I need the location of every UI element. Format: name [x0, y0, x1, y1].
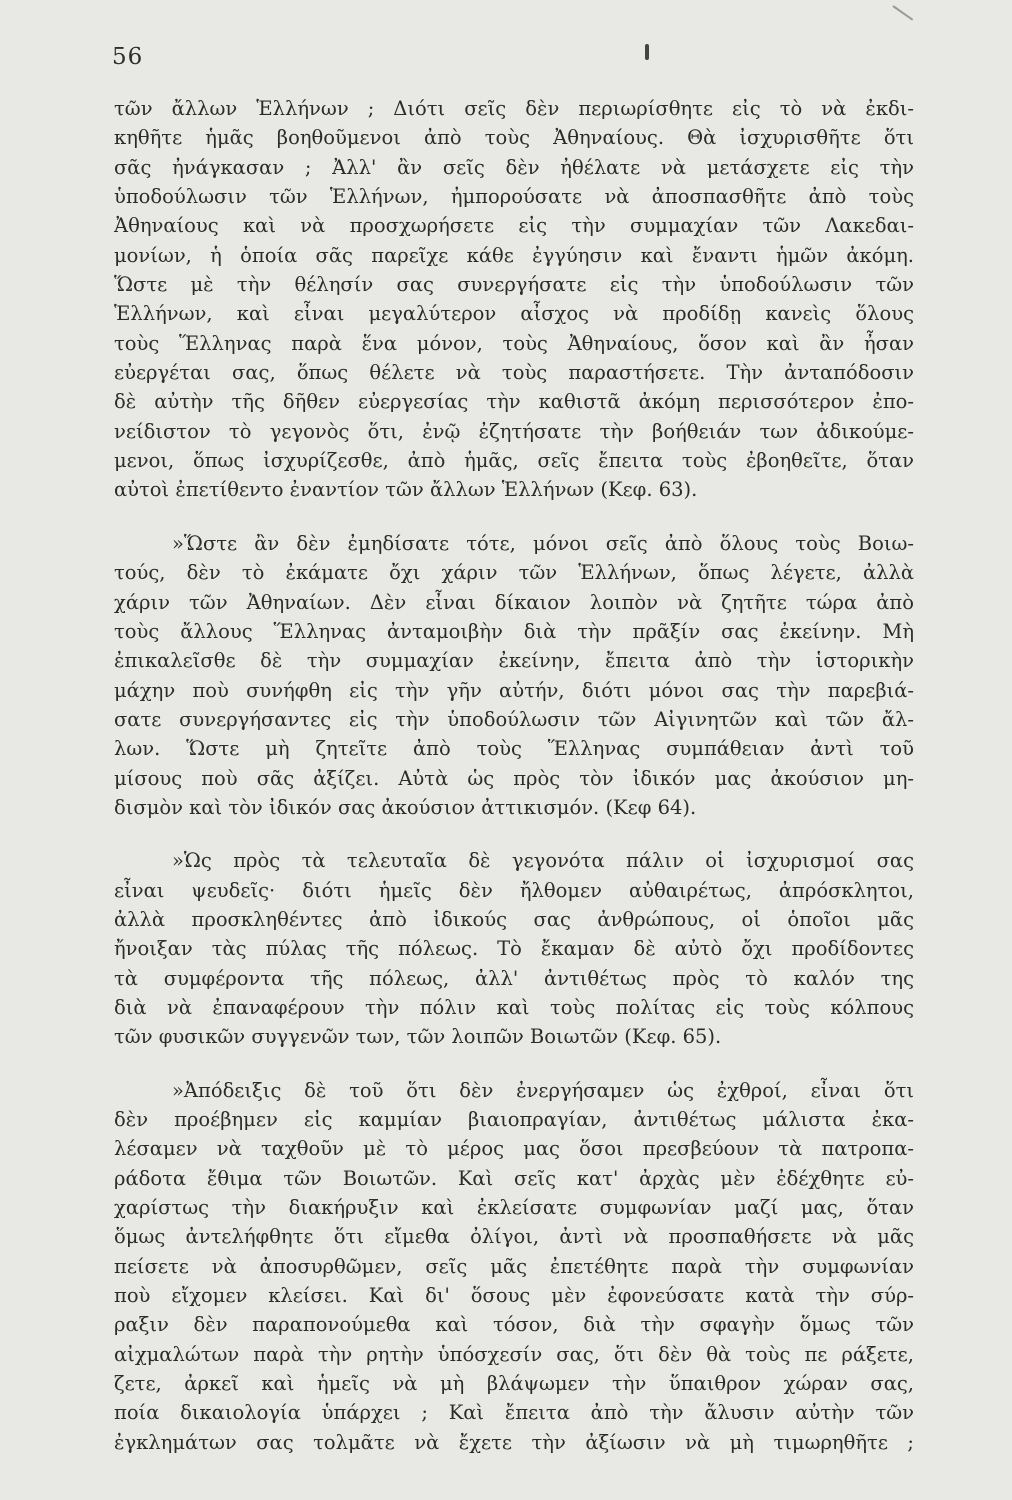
- text-line: »Ἀπόδειξις δὲ τοῦ ὅτι δὲν ἐνεργήσαμεν ὡς ἐχθροί, εἶναι ὅτι: [172, 1078, 914, 1102]
- text-line: ἤνοιξαν τὰς πύλας τῆς πόλεως. Τὸ ἔκαμαν δὲ αὐτὸ ὄχι προδίδοντες: [114, 937, 914, 961]
- text-line: ὑποδούλωσιν τῶν Ἑλλήνων, ἠμπορούσατε νὰ ἀποσπασθῆτε ἀπὸ τοὺς: [114, 185, 914, 209]
- text-line: »Ὥστε ἂν δὲν ἐμηδίσατε τότε, μόνοι σεῖς ἀπὸ ὅλους τοὺς Βοιω-: [172, 531, 914, 555]
- text-line: Ἀθηναίους καὶ νὰ προσχωρήσετε εἰς τὴν συμμαχίαν τῶν Λακεδαι-: [114, 214, 914, 238]
- text-line: σατε συνεργήσαντες εἰς τὴν ὑποδούλωσιν τῶν Αἰγινητῶν καὶ τῶν ἄλ-: [114, 707, 914, 731]
- text-line: τῶν ἄλλων Ἑλλήνων ; Διότι σεῖς δὲν περιωρίσθητε εἰς τὸ νὰ ἐκδι-: [114, 97, 914, 120]
- text-line: Ὥστε μὲ τὴν θέλησίν σας συνεργήσατε εἰς τὴν ὑποδούλωσιν τῶν: [114, 273, 914, 297]
- ink-mark: [645, 44, 649, 60]
- text-line: χάριν τῶν Ἀθηναίων. Δὲν εἶναι δίκαιον λοιπὸν νὰ ζητῆτε τώρα ἀπὸ: [114, 590, 914, 614]
- text-line: μενοι, ὅπως ἰσχυρίζεσθε, ἀπὸ ἡμᾶς, σεῖς ἔπειτα τοὺς ἐβοηθεῖτε, ὅταν: [114, 449, 914, 473]
- text-line: νείδιστον τὸ γεγονὸς ὅτι, ἐνῷ ἐζητήσατε τὴν βοήθειάν των ἀδικούμε-: [114, 419, 914, 443]
- text-line: τούς, δὲν τὸ ἐκάματε ὄχι χάριν τῶν Ἑλλήνων, ὅπως λέγετε, ἀλλὰ: [114, 561, 914, 585]
- text-line: δὲν προέβημεν εἰς καμμίαν βιαιοπραγίαν, ἀντιθέτως μάλιστα ἐκα-: [114, 1108, 914, 1131]
- text-line: τὰ συμφέροντα τῆς πόλεως, ἀλλ' ἀντιθέτως πρὸς τὸ καλόν της: [114, 966, 914, 990]
- scan-corner-mark: [892, 5, 913, 20]
- paragraph-1: [114, 94, 914, 505]
- text-line: »Ὡς πρὸς τὰ τελευταῖα δὲ γεγονότα πάλιν οἱ ἰσχυρισμοί σας: [172, 849, 914, 873]
- text-line: δὲ αὐτὴν τῆς δῆθεν εὐεργεσίας τὴν καθιστᾶ ἀκόμη περισσότερον ἐπο-: [114, 390, 914, 414]
- text-line: Ἑλλήνων, καὶ εἶναι μεγαλύτερον αἶσχος νὰ προδίδῃ κανεὶς ὅλους: [114, 302, 914, 326]
- text-line: ἐπικαλεῖσθε δὲ τὴν συμμαχίαν ἐκείνην, ἔπειτα ἀπὸ τὴν ἱστορικὴν: [114, 649, 914, 673]
- text-line: λων. Ὥστε μὴ ζητεῖτε ἀπὸ τοὺς Ἕλληνας συμπάθειαν ἀντὶ τοῦ: [114, 737, 914, 761]
- text-line: σᾶς ἠνάγκασαν ; Ἀλλ' ἂν σεῖς δὲν ἠθέλατε νὰ μετάσχετε εἰς τὴν: [114, 155, 914, 179]
- text-line: μάχην ποὺ συνήφθη εἰς τὴν γῆν αὐτήν, διότι μόνοι σας τὴν παρεβιά-: [114, 678, 914, 702]
- text-line: μίσους ποὺ σᾶς ἀξίζει. Αὐτὰ ὡς πρὸς τὸν ἰδικόν μας ἀκούσιον μη-: [114, 766, 914, 790]
- text-line: χαρίστως τὴν διακήρυξιν καὶ ἐκλείσατε συμφωνίαν μαζί μας, ὅταν: [114, 1196, 914, 1220]
- page-number: 56: [112, 44, 144, 70]
- text-line: διὰ νὰ ἐπαναφέρουν τὴν πόλιν καὶ τοὺς πολίτας εἰς τοὺς κόλπους: [114, 995, 914, 1019]
- text-line: εἶναι ψευδεῖς· διότι ἡμεῖς δὲν ἤλθομεν αὐθαιρέτως, ἀπρόσκλητοι,: [114, 878, 914, 902]
- paragraph-3: [114, 846, 914, 1051]
- text-line: αἰχμαλώτων παρὰ τὴν ρητὴν ὑπόσχεσίν σας, ὅτι δὲν θὰ τοὺς πε ράξετε,: [114, 1342, 914, 1366]
- text-line: ἀλλὰ προσκληθέντες ἀπὸ ἰδικούς σας ἀνθρώπους, οἱ ὁποῖοι μᾶς: [114, 907, 914, 931]
- text-line: ραξιν δὲν παραπονούμεθα καὶ τόσον, διὰ τὴν σφαγὴν ὅμως τῶν: [114, 1313, 914, 1337]
- paragraph-2: [114, 529, 914, 822]
- text-line: πείσετε νὰ ἀποσυρθῶμεν, σεῖς μᾶς ἐπετέθητε παρὰ τὴν συμφωνίαν: [114, 1254, 914, 1278]
- body-text: [114, 94, 914, 1457]
- text-line: τῶν φυσικῶν συγγενῶν των, τῶν λοιπῶν Βοιωτῶν (Κεφ. 65).: [114, 1025, 722, 1049]
- text-line: δισμὸν καὶ τὸν ἰδικόν σας ἀκούσιον ἀττικισμόν. (Κεφ 64).: [114, 795, 697, 819]
- text-line: αὐτοὶ ἐπετίθεντο ἐναντίον τῶν ἄλλων Ἑλλήνων (Κεφ. 63).: [114, 478, 698, 502]
- text-line: ζετε, ἀρκεῖ καὶ ἡμεῖς νὰ μὴ βλάψωμεν τὴν ὕπαιθρον χώραν σας,: [114, 1372, 914, 1396]
- text-line: τοὺς Ἕλληνας παρὰ ἕνα μόνον, τοὺς Ἀθηναίους, ὅσον καὶ ἂν ἦσαν: [114, 331, 914, 355]
- text-line: ἐγκλημάτων σας τολμᾶτε νὰ ἔχετε τὴν ἀξίωσιν νὰ μὴ τιμωρηθῆτε ;: [114, 1430, 914, 1454]
- text-line: μονίων, ἡ ὁποία σᾶς παρεῖχε κάθε ἐγγύησιν καὶ ἔναντι ἡμῶν ἀκόμη.: [114, 243, 914, 267]
- paragraph-4: [114, 1076, 914, 1457]
- text-line: ποία δικαιολογία ὑπάρχει ; Καὶ ἔπειτα ἀπὸ τὴν ἄλυσιν αὐτὴν τῶν: [114, 1401, 914, 1425]
- text-line: λέσαμεν νὰ ταχθοῦν μὲ τὸ μέρος μας ὅσοι πρεσβεύουν τὰ πατροπα-: [114, 1137, 914, 1161]
- text-line: ὅμως ἀντελήφθητε ὅτι εἴμεθα ὀλίγοι, ἀντὶ νὰ προσπαθήσετε νὰ μᾶς: [114, 1225, 914, 1249]
- text-line: ποὺ εἴχομεν κλείσει. Καὶ δι' ὅσους μὲν ἐφονεύσατε κατὰ τὴν σύρ-: [114, 1284, 914, 1308]
- text-line: τοὺς ἄλλους Ἕλληνας ἀνταμοιβὴν διὰ τὴν πρᾶξίν σας ἐκείνην. Μὴ: [114, 619, 914, 643]
- text-line: εὐεργέται σας, ὅπως θέλετε νὰ τοὺς παραστήσετε. Τὴν ἀνταπόδοσιν: [114, 361, 914, 385]
- text-line: κηθῆτε ἡμᾶς βοηθοῦμενοι ἀπὸ τοὺς Ἀθηναίους. Θὰ ἰσχυρισθῆτε ὅτι: [114, 126, 914, 150]
- text-line: ράδοτα ἔθιμα τῶν Βοιωτῶν. Καὶ σεῖς κατ' ἀρχὰς μὲν ἐδέχθητε εὐ-: [114, 1166, 914, 1190]
